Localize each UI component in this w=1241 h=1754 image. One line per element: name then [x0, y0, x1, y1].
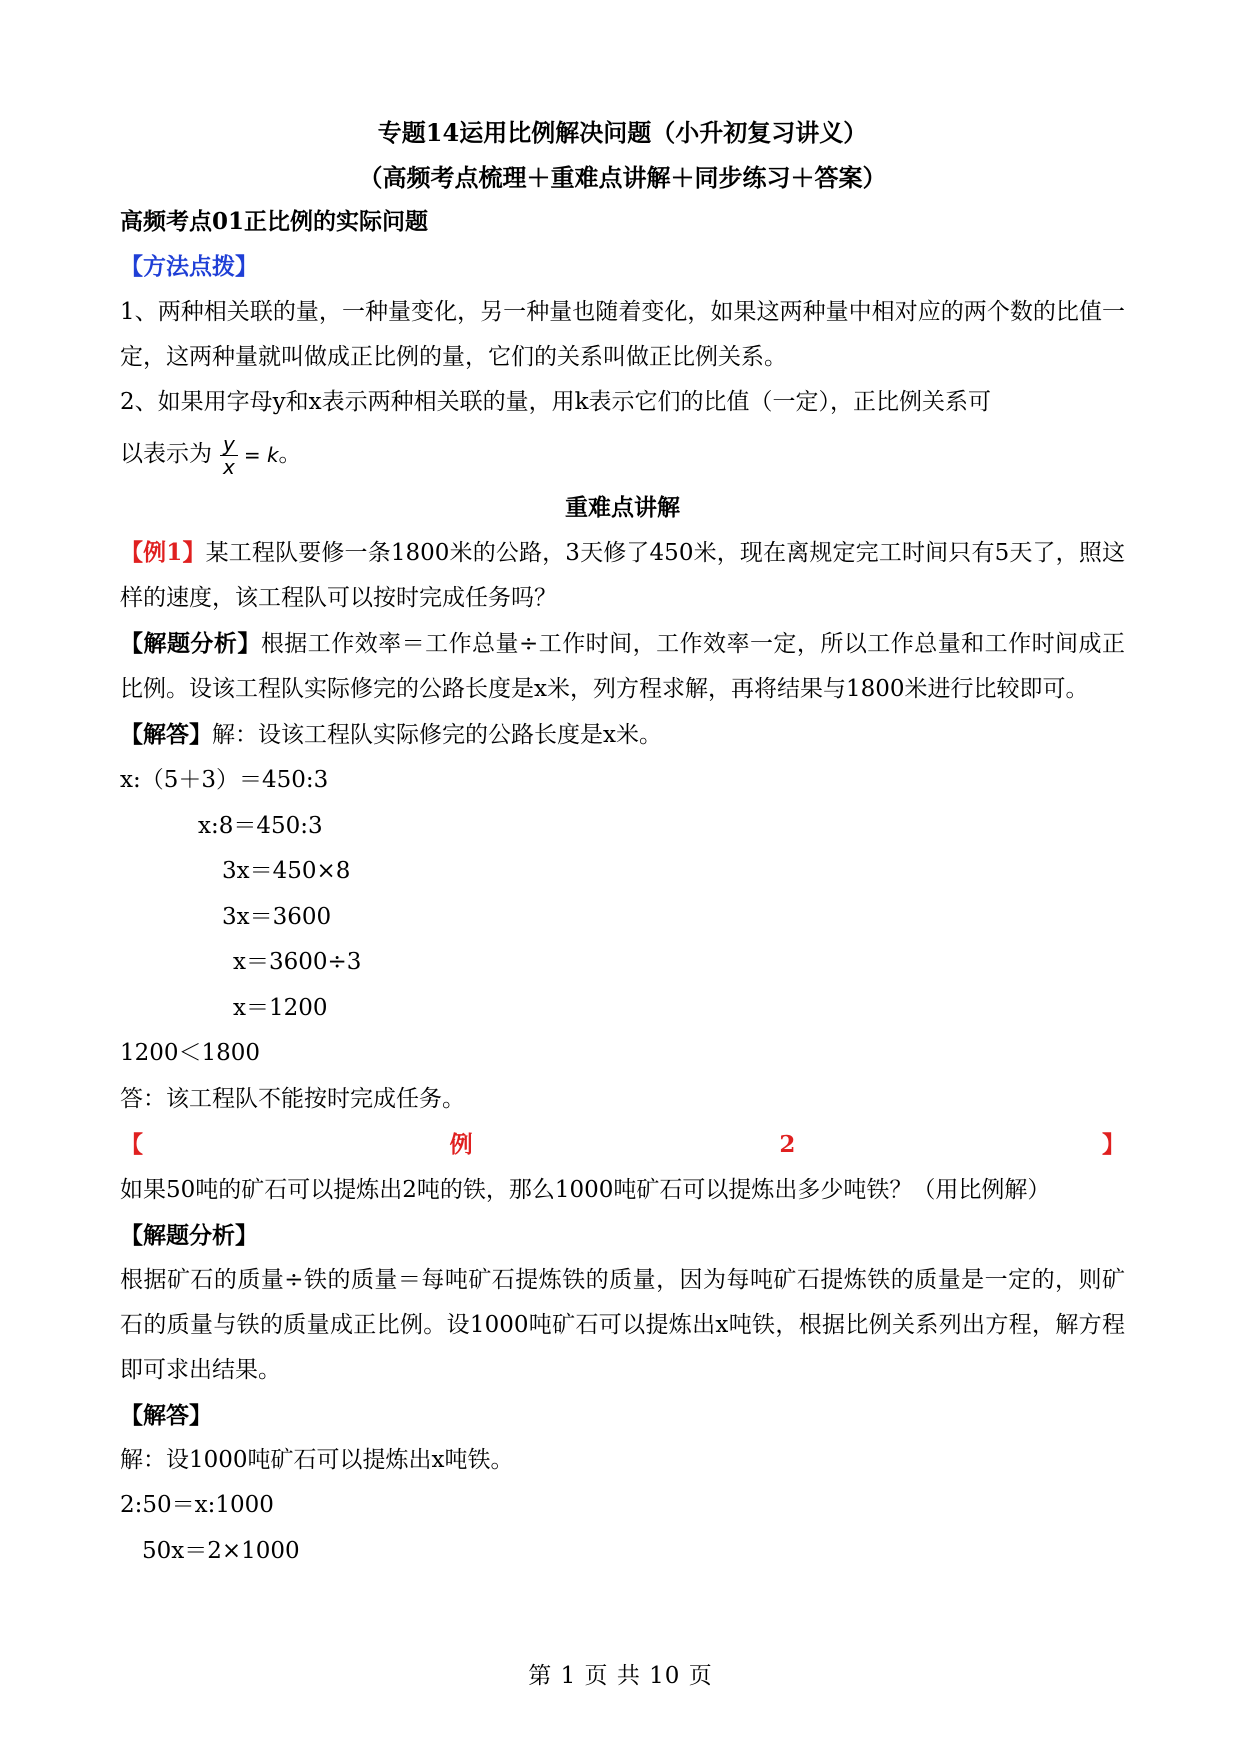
example-1-tag: 【例1】: [120, 539, 206, 566]
example-2-step: 2:50＝x:1000: [120, 1492, 274, 1518]
example-1-step: x:（5＋3）＝450:3: [120, 767, 329, 793]
document-title: 专题14运用比例解决问题（小升初复习讲义）: [377, 118, 868, 147]
example-1-step: x＝3600÷3: [233, 949, 362, 975]
document-page: [120, 110, 1125, 1574]
example-1-analysis-tag: 【解题分析】: [120, 630, 261, 657]
formula-numerator: y: [220, 433, 238, 456]
example-1-step: 3x＝3600: [222, 903, 332, 930]
method-paragraph-2: 2、如果用字母y和x表示两种相关联的量，用k表示它们的比值（一定），正比例关系可: [120, 389, 992, 415]
example-1-step: 3x＝450×8: [222, 858, 351, 884]
example-1-answer-text: 解：设该工程队实际修完的公路长度是x米。: [212, 722, 662, 748]
document-subtitle: （高频考点梳理＋重难点讲解＋同步练习＋答案）: [358, 163, 887, 192]
example-1-question: [120, 530, 1125, 621]
example-1-text: 某工程队要修一条1800米的公路，3天修了450米，现在离规定完工时间只有5天了，照这样的速度，该工程队可以按时完成任务吗？: [120, 540, 1125, 611]
example-2-answer-tag: 【解答】: [120, 1402, 212, 1429]
example-1-step: x:8＝450:3: [198, 812, 323, 839]
method-p3-prefix: 以表示为: [120, 441, 212, 467]
example-1-analysis: [120, 621, 1125, 712]
example-2-analysis: 根据矿石的质量÷铁的质量＝每吨矿石提炼铁的质量，因为每吨矿石提炼铁的质量是一定的，则矿石的质量与铁的质量成正比例。设1000吨矿石可以提炼出x吨铁，根据比例关系列出方程，解方程即可求出结果。: [120, 1267, 1125, 1383]
formula-denominator: x: [223, 454, 235, 479]
page-footer: 第 1 页 共 10 页: [528, 1663, 713, 1689]
example-1-answer: [120, 712, 1125, 758]
method-p3-suffix: 。: [278, 441, 302, 467]
method-paragraph-3: [120, 427, 1125, 482]
example-2-step: 50x＝2×1000: [142, 1537, 300, 1564]
example-2-text: 如果50吨的矿石可以提炼出2吨的铁，那么1000吨矿石可以提炼出多少吨铁？（用比例解）: [120, 1177, 1051, 1203]
section-heading-2: 重难点讲解: [565, 494, 680, 521]
method-tag: [120, 244, 1125, 290]
example-2-analysis-tag: 【解题分析】: [120, 1222, 258, 1249]
section-heading-1: 高频考点01正比例的实际问题: [120, 208, 429, 235]
example-1-step: x＝1200: [233, 994, 328, 1021]
formula-fraction: [220, 433, 238, 478]
example-1-compare: 1200＜1800: [120, 1040, 261, 1066]
example-2-tag: 【例2】: [120, 1131, 1125, 1158]
ratio-formula: [220, 428, 279, 482]
example-2-question: [120, 1122, 1125, 1213]
method-paragraph-1: 1、两种相关联的量，一种量变化，另一种量也随着变化，如果这两种量中相对应的两个数的比值一定，这两种量就叫做成正比例的量，它们的关系叫做正比例关系。: [120, 299, 1125, 370]
example-2-answer: 解：设1000吨矿石可以提炼出x吨铁。: [120, 1447, 514, 1473]
example-1-conclusion: 答：该工程队不能按时完成任务。: [120, 1085, 465, 1112]
example-1-analysis-text: 根据工作效率＝工作总量÷工作时间，工作效率一定，所以工作总量和工作时间成正比例。设该工程队实际修完的公路长度是x米，列方程求解，再将结果与1800米进行比较即可。: [120, 631, 1126, 702]
formula-rhs: = k: [243, 443, 279, 467]
method-tag-label: 【方法点拨】: [120, 253, 258, 280]
example-1-answer-tag: 【解答】: [120, 721, 212, 748]
